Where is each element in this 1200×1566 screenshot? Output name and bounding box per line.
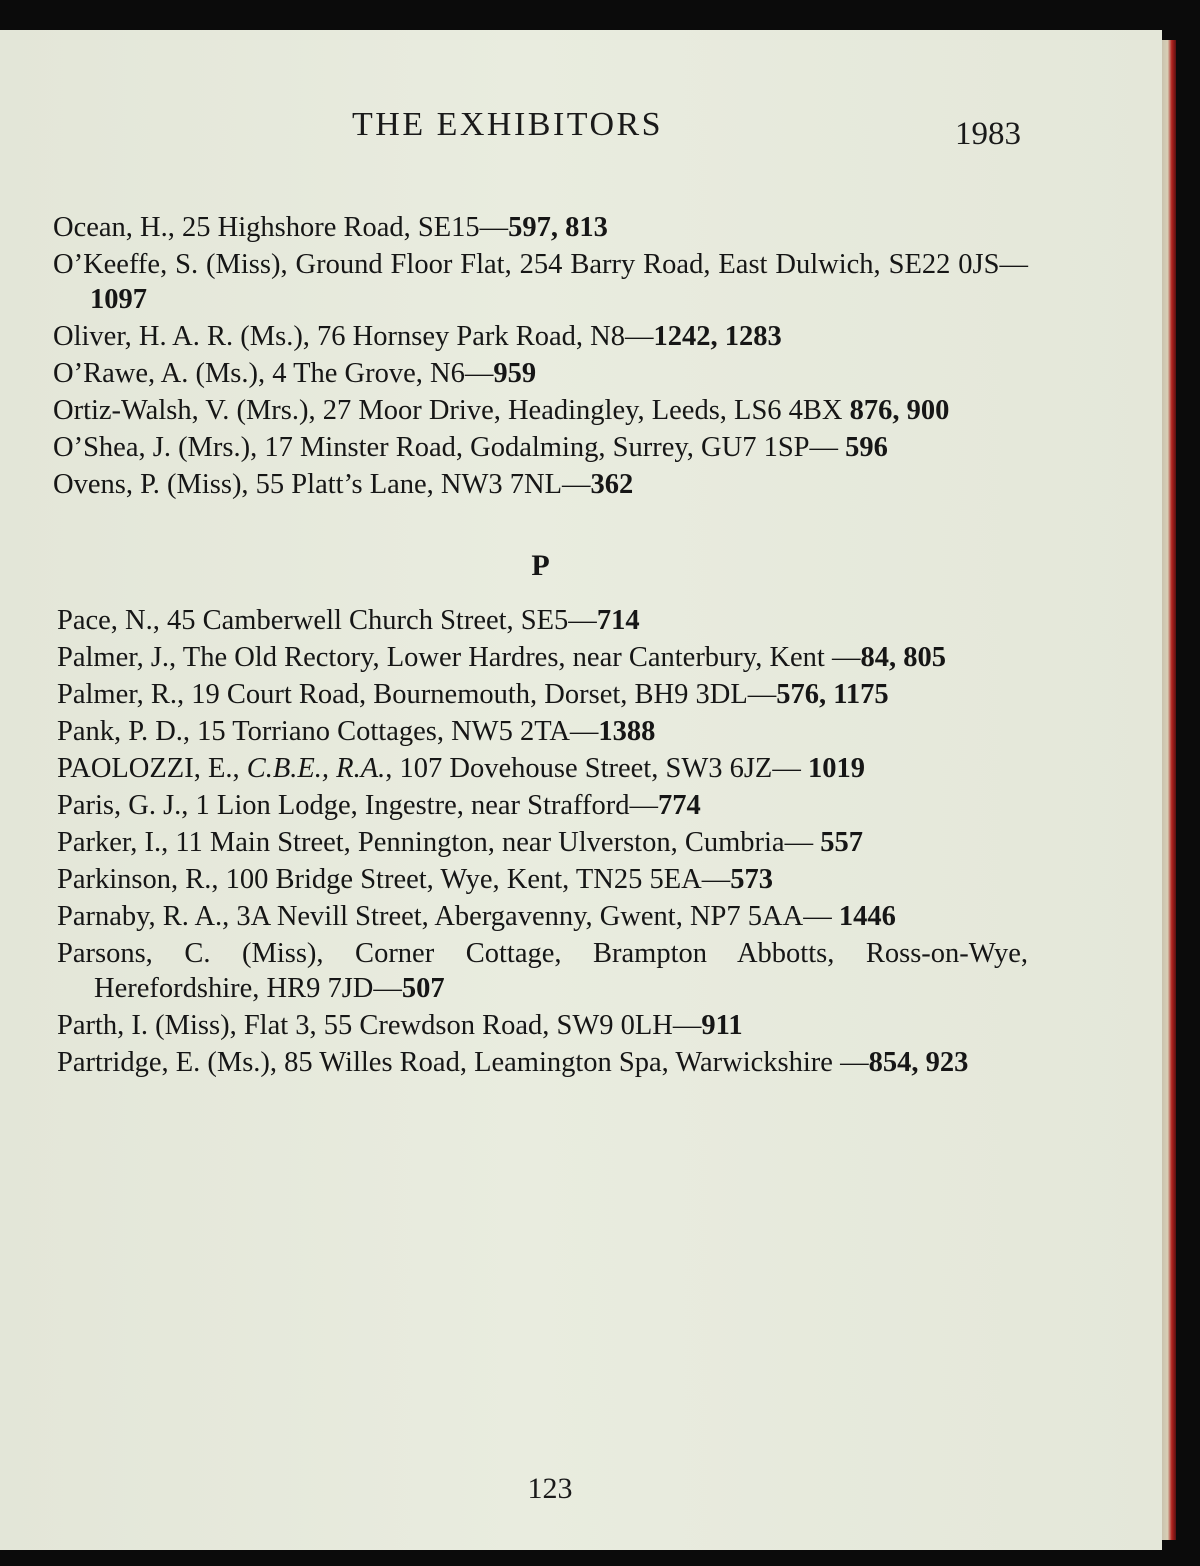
section-letter-p: P <box>531 549 550 582</box>
catalogue-numbers: 362 <box>590 469 634 500</box>
book-page <box>0 30 1162 1550</box>
catalogue-numbers: 774 <box>658 790 701 821</box>
exhibitor-entry-paolozzi: PAOLOZZI, E., C.B.E., R.A., 107 Dovehouse Street, SW3 6JZ— 1019 <box>57 753 865 784</box>
catalogue-numbers: 597, 813 <box>508 212 608 243</box>
page-number: 123 <box>527 1472 573 1505</box>
running-year: 1983 <box>955 116 1021 152</box>
exhibitor-entry-oliver: Oliver, H. A. R. (Ms.), 76 Hornsey Park Road, N8—1242, 1283 <box>53 321 782 352</box>
exhibitor-entry-pank: Pank, P. D., 15 Torriano Cottages, NW5 2TA—1388 <box>57 716 656 747</box>
exhibitor-entry-parker: Parker, I., 11 Main Street, Pennington, near Ulverston, Cumbria— 557 <box>57 827 863 858</box>
catalogue-numbers: 596 <box>845 432 888 463</box>
exhibitor-entry-ovens: Ovens, P. (Miss), 55 Platt’s Lane, NW3 7NL—362 <box>53 469 634 500</box>
running-title: THE EXHIBITORS <box>352 106 664 143</box>
exhibitor-entry-palmer-r: Palmer, R., 19 Court Road, Bournemouth, Dorset, BH9 3DL—576, 1175 <box>57 679 889 710</box>
p-section <box>57 603 1028 1080</box>
exhibitor-entry-parth: Parth, I. (Miss), Flat 3, 55 Crewdson Road, SW9 0LH—911 <box>57 1010 743 1041</box>
exhibitor-entry-okeeffe: O’Keeffe, S. (Miss), Ground Floor Flat, 254 Barry Road, East Dulwich, SE22 0JS—1097 <box>53 249 1028 315</box>
exhibitor-entry-partridge: Partridge, E. (Ms.), 85 Willes Road, Leamington Spa, Warwickshire —854, 923 <box>57 1047 969 1078</box>
catalogue-numbers: 576, 1175 <box>776 679 889 710</box>
exhibitor-entry-paris: Paris, G. J., 1 Lion Lodge, Ingestre, near Strafford—774 <box>57 790 701 821</box>
exhibitor-entry-palmer-j: Palmer, J., The Old Rectory, Lower Hardres, near Canterbury, Kent —84, 805 <box>57 642 946 673</box>
catalogue-numbers: 1097 <box>90 284 147 315</box>
catalogue-numbers: 573 <box>730 864 773 895</box>
exhibitor-entry-ortiz-walsh: Ortiz-Walsh, V. (Mrs.), 27 Moor Drive, Headingley, Leeds, LS6 4BX 876, 900 <box>53 395 950 426</box>
exhibitor-entry-pace: Pace, N., 45 Camberwell Church Street, SE5—714 <box>57 605 640 636</box>
catalogue-numbers: 1019 <box>807 753 865 784</box>
catalogue-numbers: 1446 <box>838 901 896 932</box>
exhibitor-list <box>53 210 1028 1082</box>
exhibitor-entry-parkinson: Parkinson, R., 100 Bridge Street, Wye, Kent, TN25 5EA—573 <box>57 864 773 895</box>
exhibitor-entry-oshea: O’Shea, J. (Mrs.), 17 Minster Road, Godalming, Surrey, GU7 1SP— 596 <box>53 432 888 463</box>
catalogue-numbers: 1388 <box>598 716 656 747</box>
honours: C.B.E., R.A. <box>246 753 386 784</box>
catalogue-numbers: 84, 805 <box>860 642 946 673</box>
catalogue-numbers: 959 <box>493 358 537 389</box>
catalogue-numbers: 714 <box>596 605 640 636</box>
catalogue-numbers: 1242, 1283 <box>653 321 782 352</box>
catalogue-numbers: 911 <box>701 1010 743 1041</box>
exhibitor-entry-ocean: Ocean, H., 25 Highshore Road, SE15—597, 813 <box>53 212 608 243</box>
exhibitor-entry-orawe: O’Rawe, A. (Ms.), 4 The Grove, N6—959 <box>53 358 537 389</box>
exhibitor-entry-parsons: Parsons, C. (Miss), Corner Cottage, Brampton Abbotts, Ross-on-Wye, Herefordshire, HR9 7JD—507 <box>57 938 1028 1004</box>
catalogue-numbers: 507 <box>401 973 445 1004</box>
page-edge <box>1162 40 1176 1540</box>
running-header <box>0 106 1162 166</box>
exhibitor-entry-parnaby: Parnaby, R. A., 3A Nevill Street, Abergavenny, Gwent, NP7 5AA— 1446 <box>57 901 896 932</box>
catalogue-numbers: 854, 923 <box>868 1047 969 1078</box>
catalogue-numbers: 557 <box>820 827 863 858</box>
catalogue-numbers: 876, 900 <box>849 395 950 426</box>
